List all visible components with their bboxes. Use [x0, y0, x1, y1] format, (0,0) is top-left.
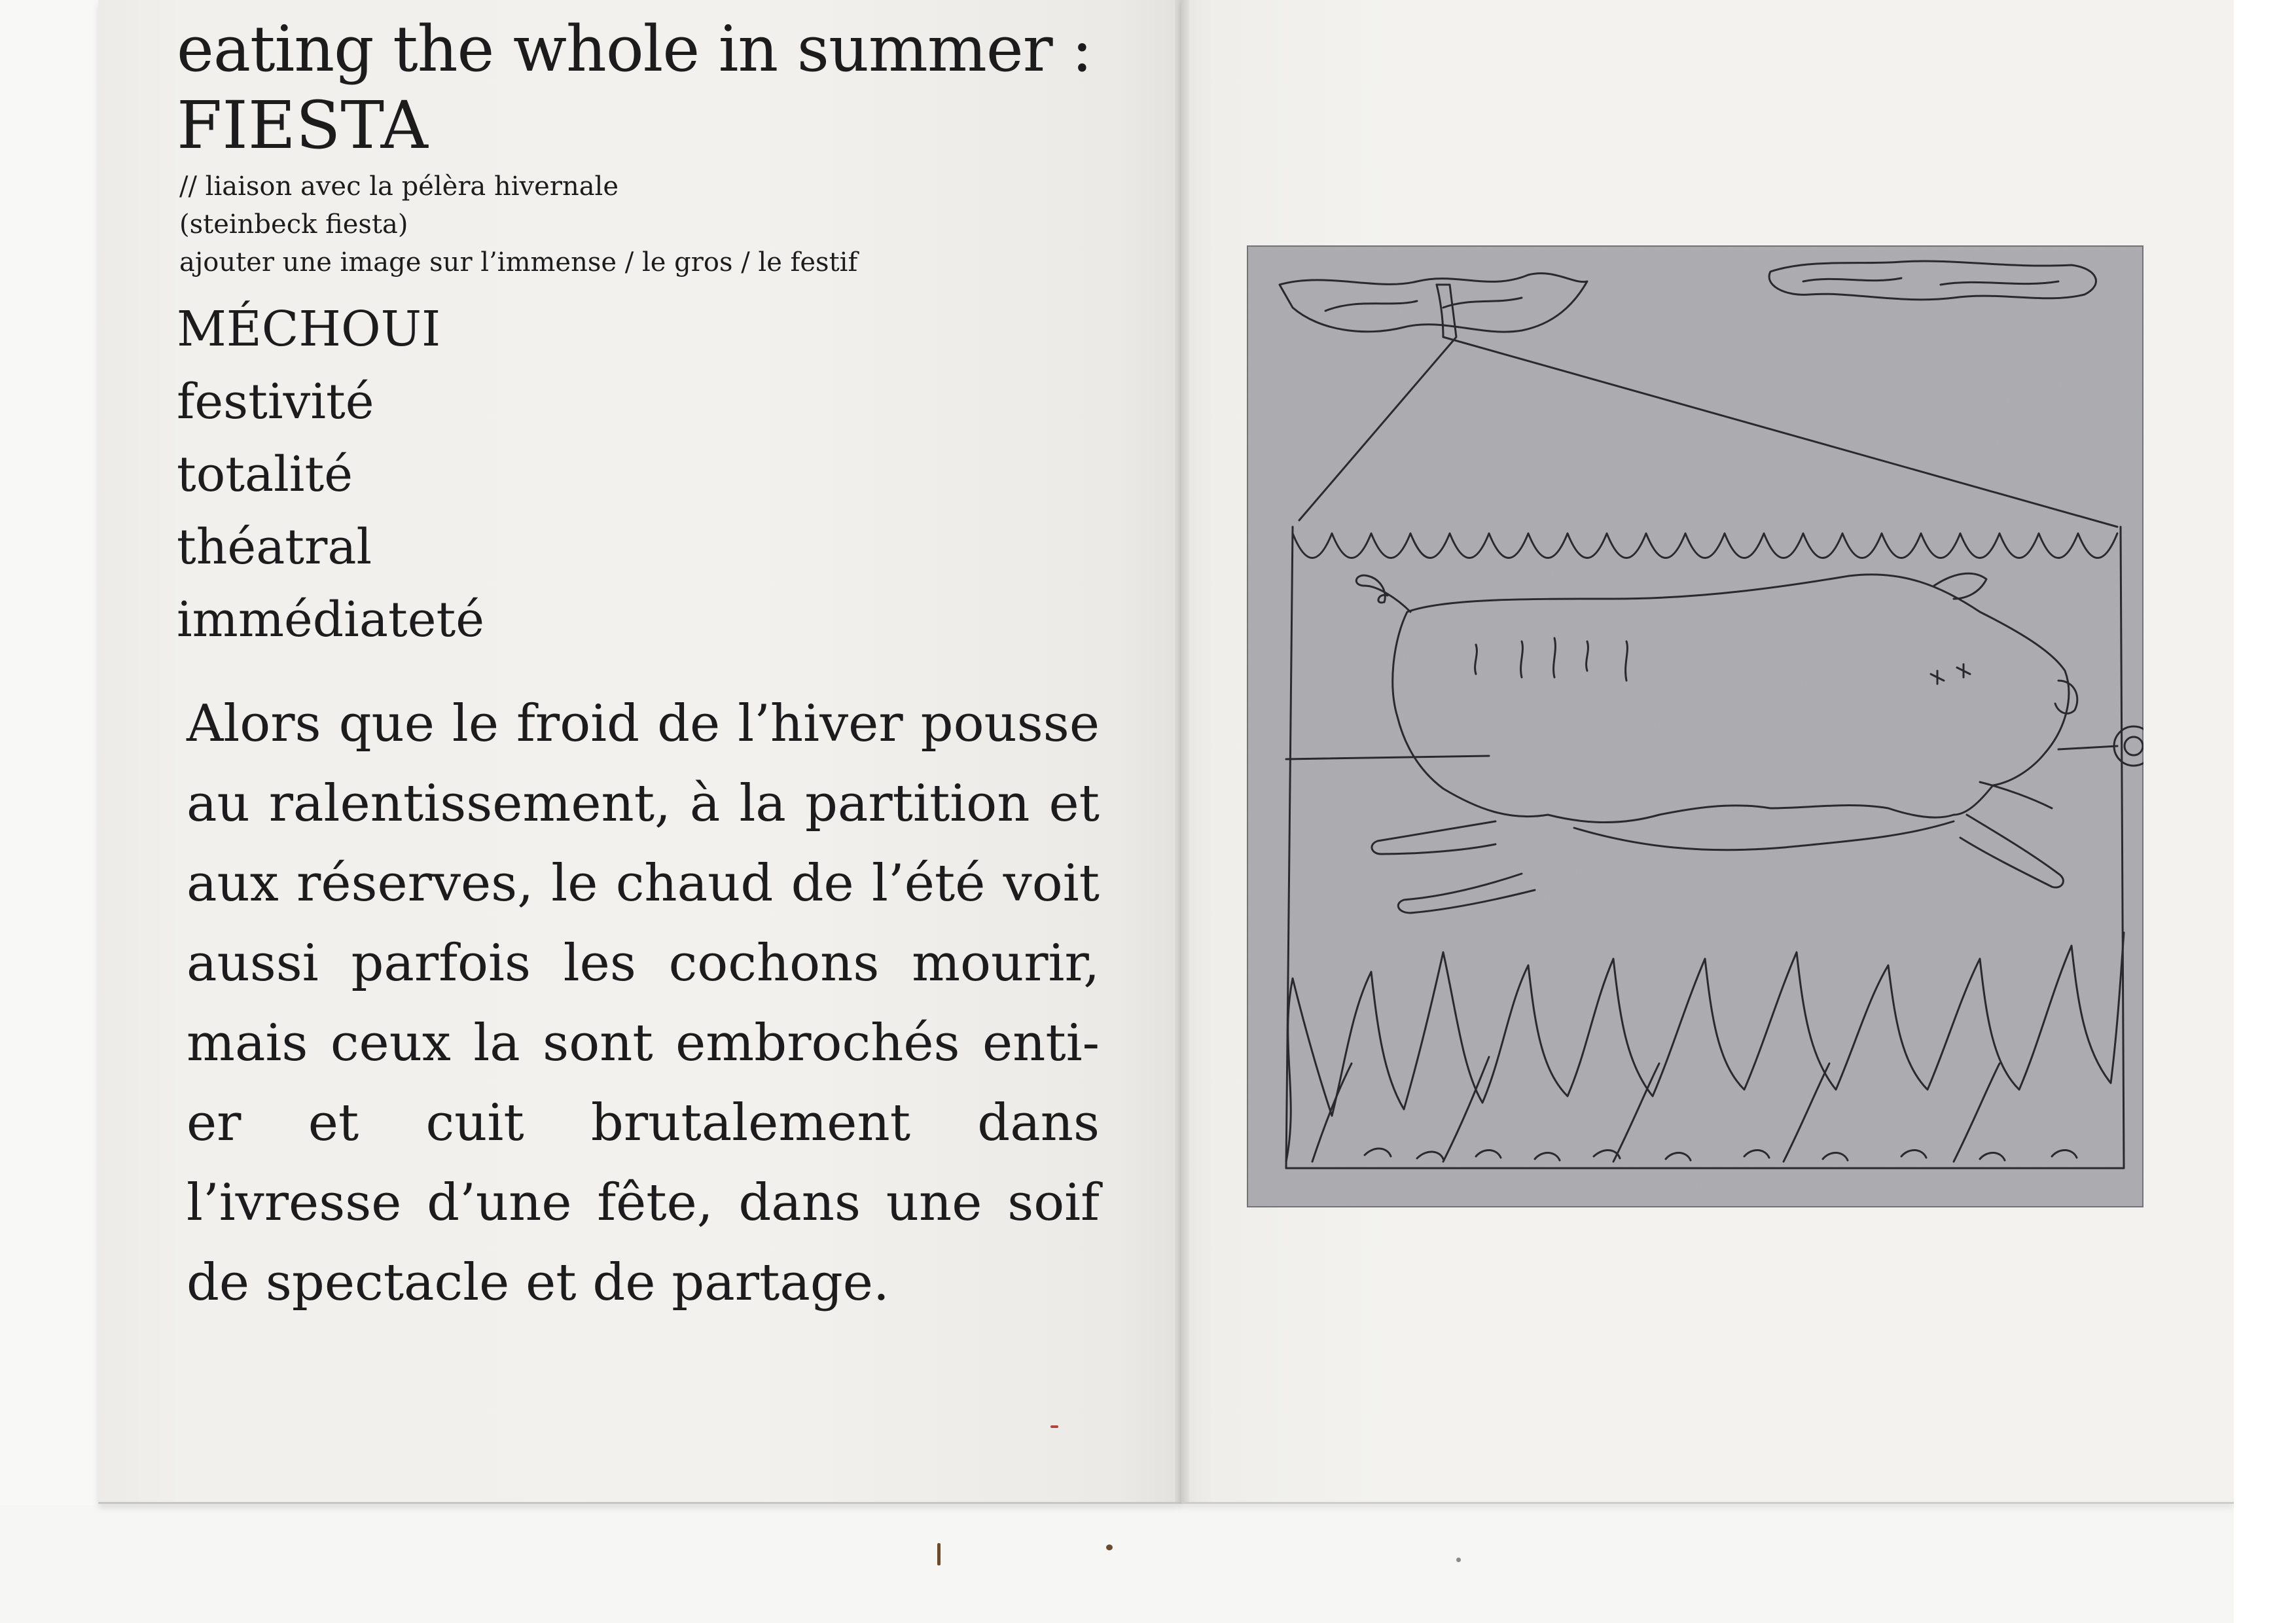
scanner-bed [0, 1505, 2234, 1623]
scan-margin [2234, 0, 2296, 1623]
keyword: totalité [177, 446, 353, 503]
margin-notes [179, 168, 1119, 281]
note-line: ajouter une image sur l’immense / le gros / le festif [179, 247, 858, 277]
paper-speck [937, 1543, 941, 1565]
keyword: festivité [177, 374, 374, 430]
paper-speck [1050, 1425, 1058, 1428]
page-title: eating the whole in summer : [177, 12, 1092, 86]
note-line: (steinbeck fiesta) [179, 209, 408, 240]
section-heading: FIESTA [177, 87, 428, 164]
body-paragraph: Alors que le froid de l’hiver pousse au ralentissement, à la partition et aux réserves, le chaud de l’été voit aussi parfois les cochons mourir, mais ceux la sont embrochés entier et cuit brutalement dans l’ivresse d’une fête, dans une soif de spectacle et de partage. [187, 694, 1100, 1312]
paper-speck [1456, 1558, 1461, 1562]
pig-roast-etching [1247, 245, 2144, 1207]
keyword: MÉCHOUI [177, 301, 441, 357]
keyword: immédiateté [177, 592, 485, 648]
paper-speck [1106, 1544, 1113, 1550]
keyword: théatral [177, 519, 372, 575]
note-line: // liaison avec la pélèra hivernale [179, 171, 619, 202]
left-text-block [177, 13, 1119, 656]
book-gutter [1175, 0, 1189, 1502]
keyword-list [177, 293, 1119, 656]
etching-illustration [1247, 245, 2144, 1207]
